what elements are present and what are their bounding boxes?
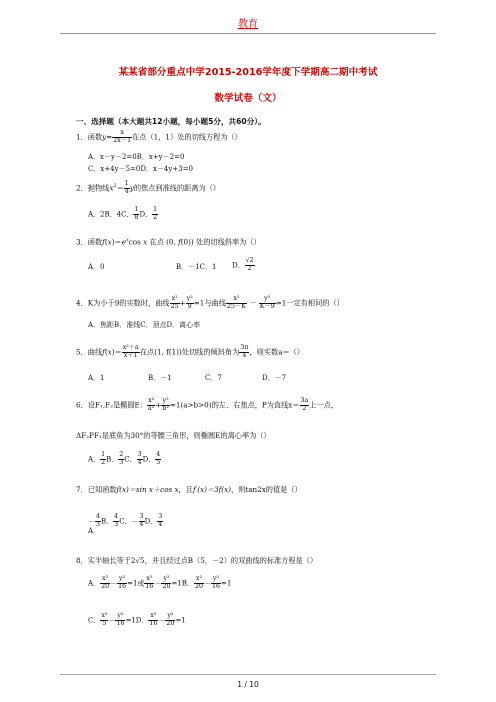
q2-fraction: $\frac{1}{4}$ <box>124 180 129 195</box>
q2-options: A．2B．4C． $\frac{1}{8}$ D． $\frac{1}{2}$ <box>88 206 158 221</box>
q1-options-ab: A．x－y－2=0B．x+y－2=0 <box>88 153 185 161</box>
q8-num: 8．实半轴长等于 <box>76 556 131 565</box>
q2-text: 的焦点到准线的距离为（） <box>133 183 221 193</box>
q1-fraction: $\frac{x}{2x-1}$ <box>113 129 132 144</box>
question-2: 2．抛物线$x^2=$ $\frac{1}{4}$ y的焦点到准线的距离为（） <box>76 180 221 195</box>
question-1: 1．函数y= $\frac{x}{2x-1}$ 在点（1，1）处的切线方程为（） <box>76 129 242 144</box>
q8-options-cd: C． $\frac{\text{x²}}{5}$ － $\frac{\text{y²}}{16}$ =1D． $\frac{\text{x²}}{16}$ － $\frac{\text{y²}}{20}$ =1 <box>88 612 186 627</box>
q2-num: 2．抛物线 <box>76 183 110 193</box>
q3-option-a: A．0 <box>88 263 105 271</box>
q5-num: 5．曲线 <box>76 347 103 357</box>
header-rule <box>60 33 436 34</box>
q7-options: － $\frac{4}{3}$ B． $\frac{4}{3}$ C．－ $\frac{3}{4}$ D． $\frac{3}{4}$ <box>88 513 163 528</box>
q3-option-bc: B．－1C．1 <box>176 263 217 271</box>
question-6: 6．设F₁,F₂是椭圆E： $\frac{\text{x²}}{\text{a²}}$ + $\frac{\text{y²}}{\text{b²}}$ =1(a>b>0)的左、右焦点，P为直线x＝ $\frac{3a}{2}$ 上一点， <box>76 397 339 412</box>
question-5: 5．曲线f(x)＝ $\frac{\text{x²＋a}}{x+1}$ 在点(1, f(1))处切线的倾斜角为 $\frac{3\pi}{4}$ ，则实数a＝（） <box>76 344 305 359</box>
q7-text: ，则tan2x的值是（） <box>230 485 302 494</box>
q5-option-d: D．－7 <box>262 374 287 382</box>
question-7: 7．已知函数f(x)＝sin x＋cos x，且f′(x)＝3f(x)，则tan2x的值是（） <box>76 485 302 494</box>
q7-num: 7．已知函数 <box>76 485 117 494</box>
header-label[interactable]: 教育 <box>238 19 258 30</box>
q1-text: 在点（1，1）处的切线方程为（） <box>132 132 242 142</box>
q8-text: ，并且经过点B（5，－2）的双曲线的标准方程是（） <box>144 556 318 565</box>
q1-num: 1．函数 <box>76 132 103 142</box>
q6-num: 6．设F₁,F₂是椭圆E： <box>76 400 147 410</box>
exam-subtitle: 数学试卷（文） <box>214 93 282 104</box>
q3-option-d: D． $\frac{√2}{2}$ <box>232 257 254 272</box>
q7-label-a: A． <box>88 527 101 535</box>
q3-num: 3．函数 <box>76 237 103 247</box>
section-heading: 一、选择题（本大题共12小题，每小题5分，共60分）。 <box>76 117 266 126</box>
q5-option-c: C．7 <box>205 374 222 382</box>
q5-text: ，则实数a＝（） <box>249 347 305 357</box>
question-3: 3．函数$f(x)=e^x\cos$ x 在点 (0, f(0)) 处的切线斜率为（） <box>76 237 261 247</box>
q6-options: A． $\frac{1}{2}$ B． $\frac{2}{3}$ C． $\frac{3}{4}$ D． $\frac{4}{5}$ <box>88 451 161 466</box>
question-8: 8．实半轴长等于2√5，并且经过点B（5，－2）的双曲线的标准方程是（） <box>76 556 318 565</box>
q3-text: 处的切线斜率为（） <box>196 237 261 247</box>
q4-text: 一定有相同的（） <box>286 298 344 308</box>
q1-options-cd: C．x+4y－5=0D．x－4y+3=0 <box>88 165 193 173</box>
q4-num: 4．K为小于9的实数时，曲线 <box>76 298 170 308</box>
q8-options-ab: A． $\frac{\text{x²}}{20}$ － $\frac{\text{y²}}{16}$ =1或 $\frac{\text{x²}}{16}$ － $\frac{\text{y²}}{20}$ =1B． $\frac{\text{x²}}{20}$ － $\frac{\text{y²}}{16}$ =1 <box>88 575 232 590</box>
page-number: 1 / 10 <box>237 680 259 689</box>
exam-title: 某某省部分重点中学2015-2016学年度下学期高二期中考试 <box>118 67 378 78</box>
q5-option-b: B．－1 <box>148 374 172 382</box>
q6-line2: ΔF₂PF₁是底角为30°的等腰三角形，则椭圆E的离心率为（） <box>76 431 271 440</box>
q4-options: A．焦距B．准线C．顶点D．离心率 <box>88 321 201 329</box>
footer-rule <box>60 674 436 675</box>
q5-option-a: A．1 <box>88 374 105 382</box>
question-4: 4．K为小于9的实数时，曲线 $\frac{\text{x²}}{25}$ + $\frac{\text{y²}}{9}$ =1与曲线 $\frac{\text{x²}}{25-K}$ － $\frac{\text{y²}}{K-9}$ =1一定有相同的（） <box>76 295 344 310</box>
